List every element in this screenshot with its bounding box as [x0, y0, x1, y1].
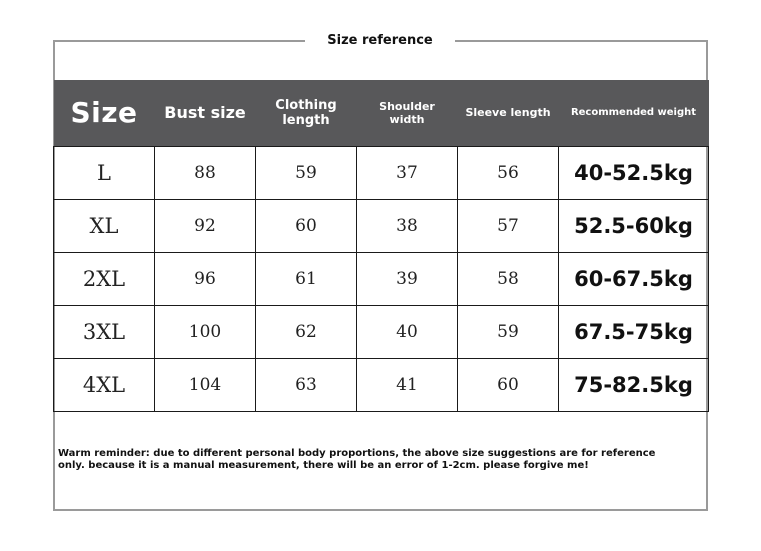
cell-bust: 104 [155, 358, 256, 411]
cell-weight: 60-67.5kg [559, 252, 709, 305]
header-shoulder-width [357, 80, 458, 146]
cell-shoulder: 37 [357, 146, 458, 199]
cell-size: 2XL [54, 252, 155, 305]
cell-weight: 52.5-60kg [559, 199, 709, 252]
cell-sleeve: 59 [458, 305, 559, 358]
size-table [53, 80, 709, 412]
cell-clothing: 59 [256, 146, 357, 199]
header-bust-size: Bust size [155, 80, 256, 146]
table-row [54, 358, 709, 411]
header-recommended-weight: Recommended weight [559, 80, 709, 146]
page-title: Size reference [305, 31, 455, 51]
header-shoulder-line1: Shoulder [379, 99, 435, 113]
cell-bust: 96 [155, 252, 256, 305]
reminder-line-2: only. because it is a manual measurement, there will be an error of 1-2cm. please forgive me! [58, 460, 589, 471]
cell-shoulder: 41 [357, 358, 458, 411]
cell-shoulder: 38 [357, 199, 458, 252]
cell-size: 3XL [54, 305, 155, 358]
header-clothing-length [256, 80, 357, 146]
cell-clothing: 61 [256, 252, 357, 305]
header-sleeve-length: Sleeve length [458, 80, 559, 146]
header-clothing-line1: Clothing [275, 97, 337, 113]
cell-bust: 92 [155, 199, 256, 252]
cell-weight: 40-52.5kg [559, 146, 709, 199]
cell-weight: 67.5-75kg [559, 305, 709, 358]
header-size: Size [54, 80, 155, 146]
cell-size: 4XL [54, 358, 155, 411]
cell-size: XL [54, 199, 155, 252]
table-row [54, 146, 709, 199]
reminder-line-1: Warm reminder: due to different personal body proportions, the above size suggestions are for reference [58, 448, 656, 459]
cell-bust: 88 [155, 146, 256, 199]
table-header-row [54, 80, 709, 146]
header-clothing-line2: length [282, 112, 330, 128]
header-shoulder-line2: width [389, 112, 425, 126]
table-row [54, 252, 709, 305]
cell-clothing: 62 [256, 305, 357, 358]
cell-shoulder: 39 [357, 252, 458, 305]
table-row [54, 305, 709, 358]
cell-sleeve: 56 [458, 146, 559, 199]
warm-reminder [58, 448, 698, 472]
cell-shoulder: 40 [357, 305, 458, 358]
cell-sleeve: 57 [458, 199, 559, 252]
cell-clothing: 63 [256, 358, 357, 411]
cell-bust: 100 [155, 305, 256, 358]
table-row [54, 199, 709, 252]
cell-sleeve: 58 [458, 252, 559, 305]
cell-sleeve: 60 [458, 358, 559, 411]
cell-weight: 75-82.5kg [559, 358, 709, 411]
cell-clothing: 60 [256, 199, 357, 252]
cell-size: L [54, 146, 155, 199]
